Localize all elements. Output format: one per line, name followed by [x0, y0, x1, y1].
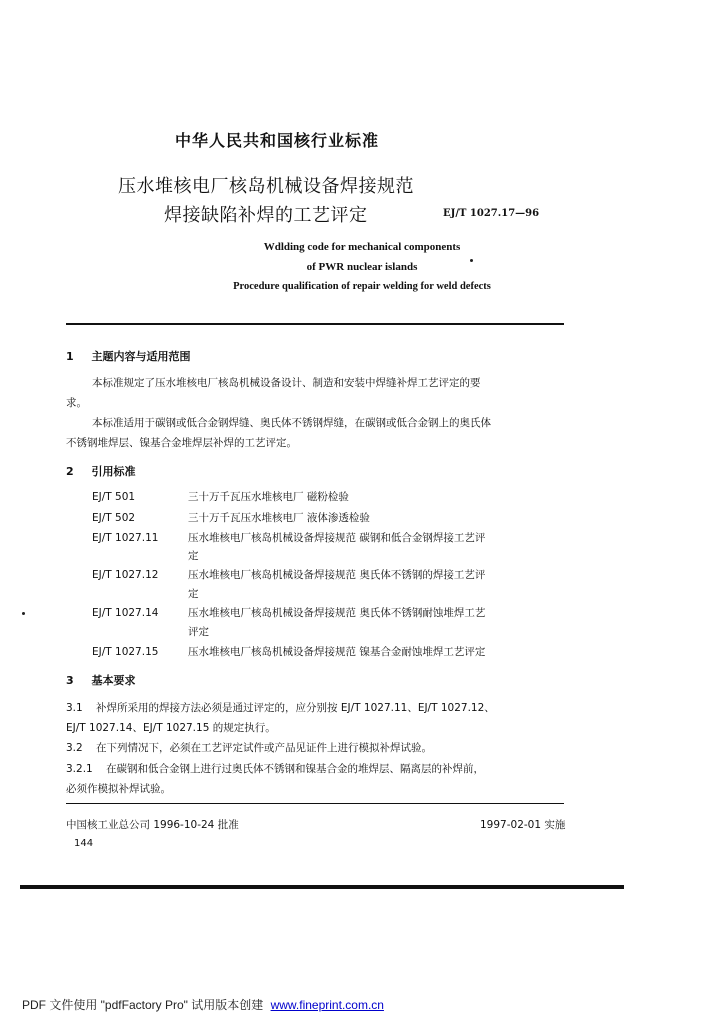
- reference-code: EJ/T 1027.14: [92, 607, 159, 619]
- pdf-notice-text: PDF 文件使用 "pdfFactory Pro" 试用版本创建: [22, 998, 264, 1012]
- standard-code: EJ/T 1027.17—96: [443, 208, 540, 219]
- clause-number: 3.1: [66, 702, 83, 714]
- scan-speck: [470, 259, 473, 262]
- reference-code: EJ/T 1027.15: [92, 646, 159, 658]
- section2-number: 2: [66, 465, 74, 478]
- section1-heading: [66, 348, 191, 364]
- section1-para1-line2: 求。: [66, 397, 87, 409]
- clause-text: 补焊所采用的焊接方法必须是通过评定的，应分别按 EJ/T 1027.11、EJ/T 1027.12、: [96, 702, 495, 714]
- section3-number: 3: [66, 674, 74, 687]
- main-title-line1: 压水堆核电厂核岛机械设备焊接规范: [118, 176, 414, 197]
- fineprint-link[interactable]: www.fineprint.com.cn: [270, 998, 384, 1012]
- reference-item: [92, 644, 485, 659]
- effective-date: 1997-02-01 实施: [480, 819, 566, 831]
- approval-note: 中国核工业总公司 1996-10-24 批准: [66, 819, 239, 831]
- reference-item: [92, 530, 485, 545]
- clause-3-1-line1: [66, 700, 495, 715]
- reference-title: 压水堆核电厂核岛机械设备焊接规范 奥氏体不锈钢耐蚀堆焊工艺: [188, 607, 486, 619]
- clause-3-2: [66, 740, 432, 755]
- header-divider: [66, 323, 564, 325]
- clause-3-1-line2: EJ/T 1027.14、EJ/T 1027.15 的规定执行。: [66, 722, 276, 734]
- section3-heading: [66, 672, 136, 688]
- reference-item: [92, 489, 349, 504]
- scan-speck: [22, 612, 25, 615]
- clause-text: 在碳钢和低合金钢上进行过奥氏体不锈钢和镍基合金的堆焊层、隔离层的补焊前，: [106, 763, 485, 775]
- page-bottom-bar: [20, 885, 624, 889]
- section1-number: 1: [66, 350, 74, 363]
- reference-title: 三十万千瓦压水堆核电厂 液体渗透检验: [188, 512, 370, 524]
- pdf-factory-notice: [22, 996, 384, 1013]
- footer-divider: [66, 803, 564, 804]
- reference-title: 三十万千瓦压水堆核电厂 磁粉检验: [188, 491, 349, 503]
- section1-para2-line1: 本标准适用于碳钢或低合金钢焊缝、奥氏体不锈钢焊缝，在碳钢或低合金钢上的奥氏体: [92, 417, 491, 429]
- reference-continuation: 定: [188, 588, 199, 600]
- reference-code: EJ/T 1027.11: [92, 532, 159, 544]
- page-number: 144: [74, 838, 94, 849]
- section2-title: 引用标准: [91, 465, 136, 478]
- reference-continuation: 定: [188, 550, 199, 562]
- reference-title: 压水堆核电厂核岛机械设备焊接规范 镍基合金耐蚀堆焊工艺评定: [188, 646, 486, 658]
- reference-code: EJ/T 501: [92, 491, 136, 503]
- reference-code: EJ/T 1027.12: [92, 569, 159, 581]
- clause-number: 3.2: [66, 742, 83, 754]
- clause-number: 3.2.1: [66, 763, 93, 775]
- clause-3-2-1-line1: [66, 761, 484, 776]
- reference-title: 压水堆核电厂核岛机械设备焊接规范 碳钢和低合金钢焊接工艺评: [188, 532, 486, 544]
- english-title-line1: Wdlding code for mechanical components: [263, 241, 461, 253]
- section1-para2-line2: 不锈钢堆焊层、镍基合金堆焊层补焊的工艺评定。: [66, 437, 297, 449]
- main-title-line2: 焊接缺陷补焊的工艺评定: [164, 205, 368, 226]
- reference-item: [92, 510, 370, 525]
- english-title-line3: Procedure qualification of repair welding for weld defects: [233, 281, 491, 292]
- org-title: 中华人民共和国核行业标准: [175, 131, 380, 150]
- clause-3-2-1-line2: 必须作模拟补焊试验。: [66, 783, 171, 795]
- section1-para1-line1: 本标准规定了压水堆核电厂核岛机械设备设计、制造和安装中焊缝补焊工艺评定的要: [92, 377, 481, 389]
- section2-heading: [66, 463, 136, 479]
- clause-text: 在下列情况下，必须在工艺评定试件或产品见证件上进行模拟补焊试验。: [96, 742, 433, 754]
- reference-code: EJ/T 502: [92, 512, 136, 524]
- reference-title: 压水堆核电厂核岛机械设备焊接规范 奥氏体不锈钢的焊接工艺评: [188, 569, 486, 581]
- reference-continuation: 评定: [188, 626, 209, 638]
- english-title-line2: of PWR nuclear islands: [306, 261, 418, 273]
- reference-item: [92, 567, 485, 582]
- section1-title: 主题内容与适用范围: [91, 350, 191, 363]
- section3-title: 基本要求: [91, 674, 136, 687]
- reference-item: [92, 605, 485, 620]
